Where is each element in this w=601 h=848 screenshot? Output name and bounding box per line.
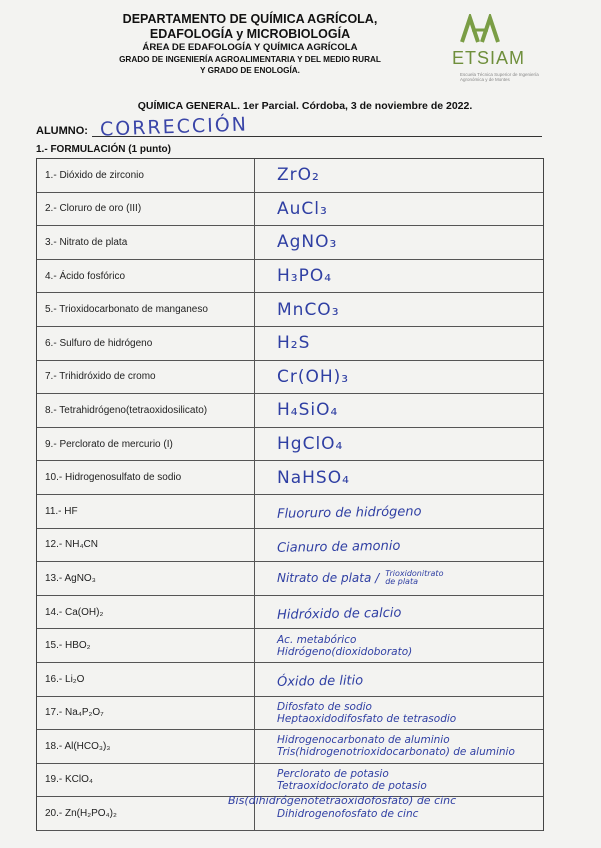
table-row [37, 159, 543, 193]
answer-line2: Hidrógeno(dioxidoborato) [277, 645, 413, 658]
answer-cell: HgClO₄ [277, 434, 344, 455]
question-cell: 6.- Sulfuro de hidrógeno [37, 327, 255, 360]
question-cell: 16.- Li₂O [37, 663, 255, 696]
logo-subtext: Escuela Técnica Superior de Ingeniería Agronómica y de Montes [460, 72, 539, 82]
answer-note: Trioxidonitrato de plata [385, 569, 444, 587]
answer-cell: ZrO₂ [277, 165, 320, 186]
question-cell: 4.- Ácido fosfórico [37, 260, 255, 293]
etsiam-logo-mark-icon [460, 14, 504, 44]
answer-cell: Hidróxido de calcio [276, 605, 402, 623]
table-row [37, 764, 543, 798]
question-cell: 19.- KClO₄ [37, 764, 255, 797]
table-row [37, 629, 543, 663]
question-cell: 17.- Na₄P₂O₇ [37, 697, 255, 730]
degree-line1: GRADO DE INGENIERÍA AGROALIMENTARIA Y DEL MEDIO RURAL [119, 55, 381, 64]
table-row [37, 697, 543, 731]
question-cell: 5.- Trioxidocarbonato de manganeso [37, 293, 255, 326]
degree-line2: Y GRADO DE ENOLOGÍA. [200, 66, 300, 75]
exam-title: QUÍMICA GENERAL. 1er Parcial. Córdoba, 3 de noviembre de 2022. [137, 100, 473, 112]
table-row [37, 596, 543, 630]
student-value: CORRECCIÓN [99, 113, 249, 141]
table-row [37, 293, 543, 327]
formulation-table [36, 158, 544, 831]
question-cell: 13.- AgNO₃ [37, 562, 255, 595]
question-cell: 2.- Cloruro de oro (III) [37, 193, 255, 226]
answer-cell: H₃PO₄ [277, 266, 333, 287]
answer-cell: MnCO₃ [277, 299, 340, 320]
answer-cell: Óxido de litio [276, 673, 364, 690]
table-row [37, 327, 543, 361]
etsiam-logo [452, 14, 542, 86]
answer-cell [277, 697, 601, 730]
question-cell: 8.- Tetrahidrógeno(tetraoxidosilicato) [37, 394, 255, 427]
answer-cell [277, 562, 601, 595]
answer-line1: Difosfato de sodio [277, 700, 372, 713]
answer-cell: Fluoruro de hidrógeno [276, 504, 422, 522]
question-cell: 14.- Ca(OH)₂ [37, 596, 255, 629]
table-row [37, 260, 543, 294]
answer-cell [277, 629, 601, 662]
table-row [37, 428, 543, 462]
question-cell: 7.- Trihidróxido de cromo [37, 361, 255, 394]
answer-cell: H₄SiO₄ [277, 400, 339, 421]
question-cell: 3.- Nitrato de plata [37, 226, 255, 259]
bottom-handwritten-note: Bis(dihidrógenotetraoxidofosfato) de cinc [228, 794, 457, 807]
question-cell: 15.- HBO₂ [37, 629, 255, 662]
table-row [37, 361, 543, 395]
answer-line1: Hidrogenocarbonato de aluminio [277, 734, 450, 747]
department-header [70, 12, 430, 76]
student-label: ALUMNO: [36, 125, 88, 137]
logo-text: ETSIAM [452, 48, 526, 68]
table-row [37, 461, 543, 495]
table-row [37, 730, 543, 764]
question-cell: 9.- Perclorato de mercurio (I) [37, 428, 255, 461]
answer-line2: Tris(hidrogenotrioxidocarbonato) de aluminio [277, 746, 515, 759]
question-cell: 11.- HF [37, 495, 255, 528]
answer-line2: Heptaoxidodifosfato de tetrasodio [277, 712, 457, 725]
question-cell: 10.- Hidrogenosulfato de sodio [37, 461, 255, 494]
table-row [37, 529, 543, 563]
table-row [37, 562, 543, 596]
answer-text: Nitrato de plata / [277, 571, 380, 586]
answer-line1: Perclorato de potasio [277, 767, 389, 780]
answer-line1: Ac. metabórico [277, 633, 357, 646]
answer-cell: NaHSO₄ [277, 467, 350, 488]
answer-cell: Cianuro de amonio [276, 538, 401, 556]
area-line: ÁREA DE EDAFOLOGÍA Y QUÍMICA AGRÍCOLA [142, 42, 358, 53]
section-title: 1.- FORMULACIÓN (1 punto) [36, 144, 171, 155]
answer-line2: Tetraoxidoclorato de potasio [277, 779, 427, 792]
answer-line1: Dihidrogenofosfato de cinc [277, 807, 419, 820]
question-cell: 18.- Al(HCO₃)₃ [37, 730, 255, 763]
answer-cell: H₂S [277, 333, 311, 354]
table-row [37, 193, 543, 227]
table-row [37, 226, 543, 260]
answer-cell: AuCl₃ [277, 198, 328, 219]
table-row [37, 495, 543, 529]
question-cell: 20.- Zn(H₂PO₄)₂ [37, 797, 255, 830]
answer-cell [277, 764, 601, 797]
answer-cell: AgNO₃ [277, 232, 338, 253]
answer-cell [277, 730, 601, 763]
department-line1: DEPARTAMENTO DE QUÍMICA AGRÍCOLA, [122, 12, 378, 26]
question-cell: 12.- NH₄CN [37, 529, 255, 562]
table-row [37, 663, 543, 697]
table-row [37, 394, 543, 428]
question-cell: 1.- Dióxido de zirconio [37, 159, 255, 192]
department-line2: EDAFOLOGÍA y MICROBIOLOGÍA [149, 27, 351, 41]
answer-cell: Cr(OH)₃ [277, 366, 350, 387]
